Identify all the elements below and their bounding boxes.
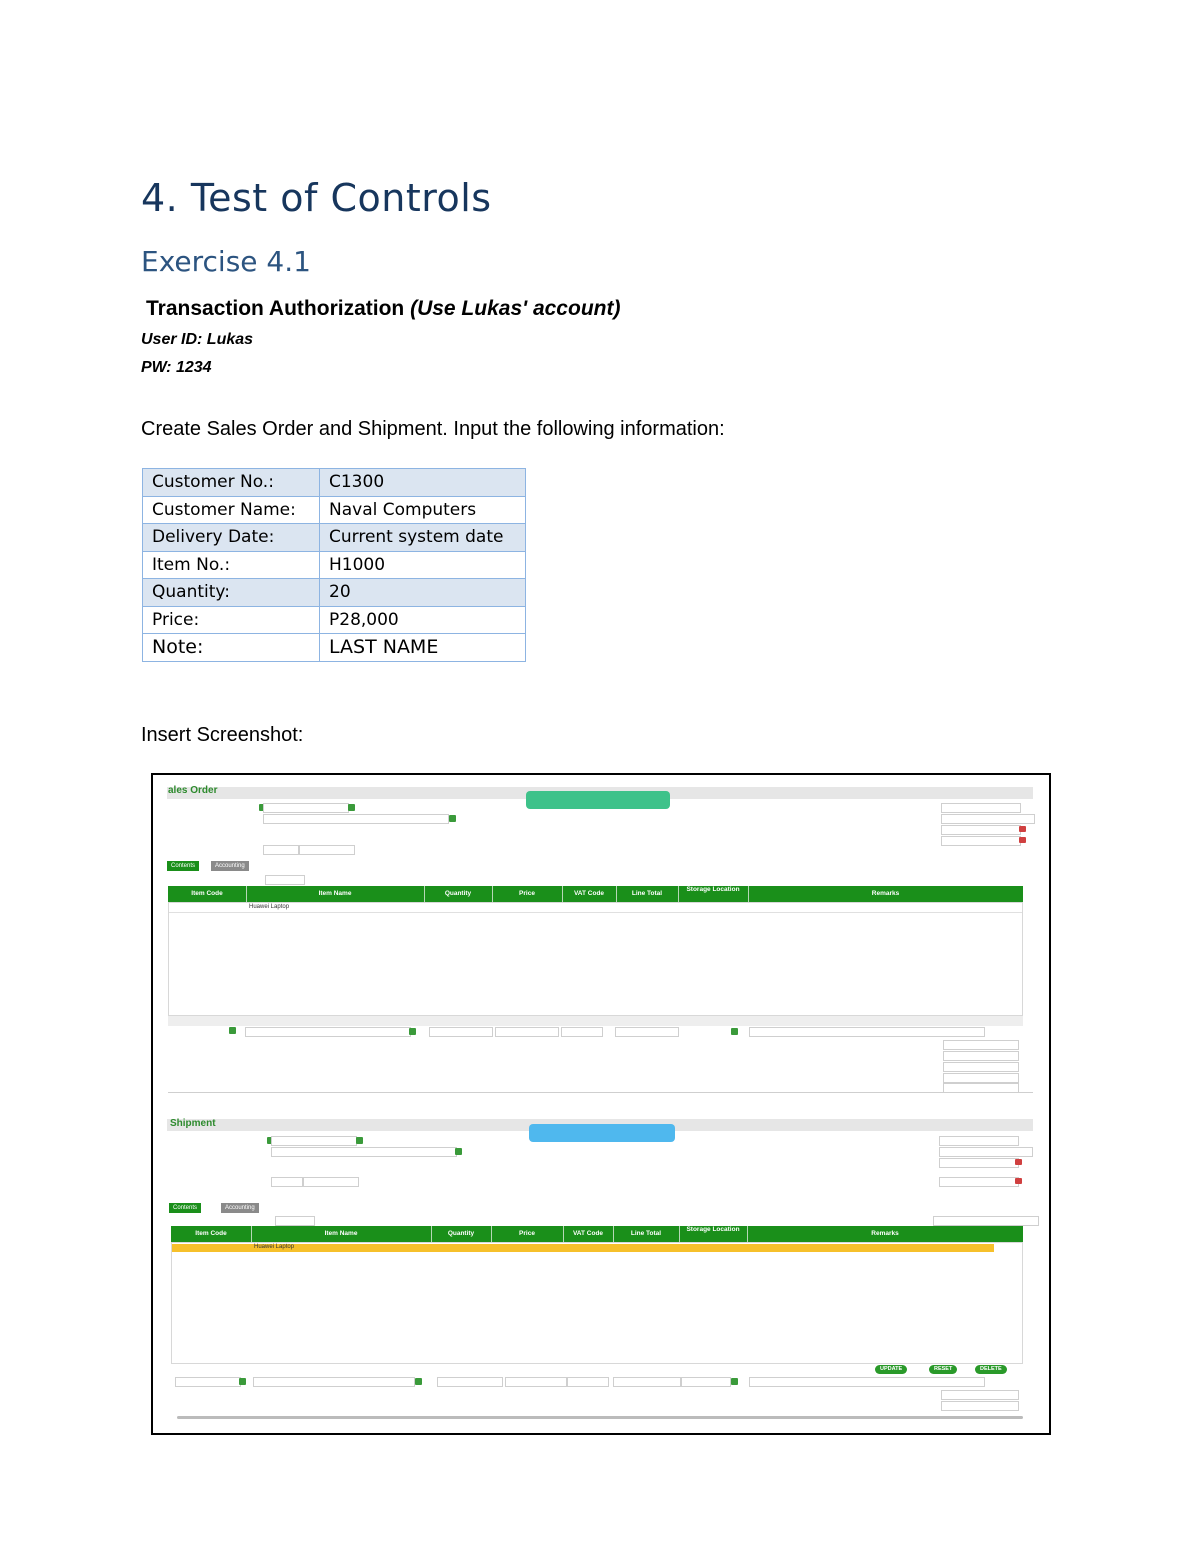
entry-strip [168, 1016, 1023, 1026]
layout-select[interactable] [275, 1216, 315, 1226]
info-value: Current system date [320, 524, 526, 552]
customer-name-field[interactable] [263, 814, 449, 824]
sales-order-table-header [168, 886, 1023, 902]
column-header: Remarks [871, 1230, 899, 1237]
table-row[interactable] [172, 1244, 994, 1252]
entry-line-total[interactable] [615, 1027, 679, 1037]
info-value: 20 [320, 579, 526, 607]
entry-price[interactable] [495, 1027, 559, 1037]
exercise-subtitle [146, 297, 620, 321]
info-label: Customer No.: [143, 469, 320, 497]
table-row [143, 524, 526, 552]
customer-no-field[interactable] [271, 1136, 357, 1146]
user-id-line: User ID: Lukas [141, 331, 254, 348]
entry-remarks[interactable] [749, 1027, 985, 1037]
info-label: Customer Name: [143, 496, 320, 524]
column-header: Price [491, 1226, 564, 1242]
column-header: Item Name [251, 1226, 432, 1242]
lookup-icon[interactable] [731, 1378, 738, 1385]
column-header: Quantity [424, 886, 493, 902]
info-value: Naval Computers [320, 496, 526, 524]
lookup-icon[interactable] [239, 1378, 246, 1385]
subtitle-note: (Use Lukas' account) [410, 297, 621, 320]
shipment-table-body [171, 1242, 1023, 1364]
password-line: PW: 1234 [141, 359, 212, 376]
item-name-cell: Huawei Laptop [249, 904, 290, 910]
column-header: VAT Code [563, 1226, 614, 1242]
insert-screenshot-label: Insert Screenshot: [141, 724, 304, 746]
table-row [143, 579, 526, 607]
entry-quantity[interactable] [437, 1377, 503, 1387]
info-table [142, 468, 526, 662]
info-value: C1300 [320, 469, 526, 497]
status-banner [529, 1124, 675, 1142]
layout-select[interactable] [265, 875, 305, 885]
entry-storage[interactable] [681, 1377, 731, 1387]
amount-field [941, 1390, 1019, 1400]
column-header: Line Total [616, 886, 679, 902]
info-value: P28,000 [320, 606, 526, 634]
entry-price[interactable] [505, 1377, 567, 1387]
shipment-table-header [171, 1226, 1023, 1242]
journal-date-field[interactable] [939, 1158, 1019, 1168]
table-row[interactable] [169, 903, 1022, 913]
customer-name-field[interactable] [271, 1147, 457, 1157]
rate-field[interactable] [299, 845, 355, 855]
table-row [143, 606, 526, 634]
subtitle-main: Transaction Authorization [146, 297, 405, 320]
shipment-title: Shipment [170, 1118, 216, 1129]
horizontal-scrollbar[interactable] [177, 1416, 1023, 1419]
item-name-cell: Huawei Laptop [254, 1244, 295, 1250]
entry-line-total[interactable] [613, 1377, 681, 1387]
column-header: Price [492, 886, 563, 902]
delivery-date-field[interactable] [939, 1177, 1019, 1187]
rate-field[interactable] [303, 1177, 359, 1187]
lookup-icon[interactable] [409, 1028, 416, 1035]
divider [168, 1092, 1033, 1093]
currency-select[interactable] [271, 1177, 303, 1187]
sales-order-table-body [168, 902, 1023, 1016]
other-charges-field [943, 1062, 1019, 1072]
tab-contents[interactable]: Contents [169, 1203, 201, 1213]
column-header: Quantity [431, 1226, 492, 1242]
table-row [143, 496, 526, 524]
column-header: Item Code [171, 1226, 252, 1242]
lookup-icon[interactable] [415, 1378, 422, 1385]
lookup-icon[interactable] [449, 815, 456, 822]
column-header: Item Name [246, 886, 425, 902]
lookup-icon[interactable] [348, 804, 355, 811]
customer-no-field[interactable] [263, 803, 349, 813]
amount-field [943, 1040, 1019, 1050]
entry-vat-select[interactable] [567, 1377, 609, 1387]
entry-quantity[interactable] [429, 1027, 493, 1037]
tab-contents[interactable]: Contents [167, 861, 199, 871]
lookup-icon[interactable] [731, 1028, 738, 1035]
reset-button[interactable]: RESET [929, 1365, 957, 1374]
table-row [143, 551, 526, 579]
column-header: Storage Location [678, 886, 749, 902]
calendar-icon[interactable] [1019, 826, 1026, 832]
doc-no-field[interactable] [941, 803, 1021, 813]
tab-accounting[interactable]: Accounting [211, 861, 249, 871]
calendar-icon[interactable] [1015, 1159, 1022, 1165]
tab-accounting[interactable]: Accounting [221, 1203, 259, 1213]
embedded-screenshot [151, 773, 1051, 1435]
entry-remarks[interactable] [749, 1377, 985, 1387]
sales-order-title: ales Order [168, 785, 218, 796]
delivery-date-field[interactable] [941, 836, 1021, 846]
journal-date-field[interactable] [941, 825, 1021, 835]
info-value: LAST NAME [320, 634, 526, 662]
column-header: Remarks [871, 890, 900, 897]
table-row [143, 634, 526, 662]
lookup-icon[interactable] [455, 1148, 462, 1155]
entry-item-name[interactable] [253, 1377, 415, 1387]
info-value: H1000 [320, 551, 526, 579]
calendar-icon[interactable] [1015, 1178, 1022, 1184]
doc-no-field[interactable] [939, 1136, 1019, 1146]
lookup-icon[interactable] [229, 1027, 236, 1034]
status-select[interactable] [941, 814, 1035, 824]
discount-field [941, 1401, 1019, 1411]
info-label: Note: [143, 634, 320, 662]
currency-select[interactable] [263, 845, 299, 855]
entry-item-name[interactable] [245, 1027, 411, 1037]
status-banner [526, 791, 670, 809]
info-label: Item No.: [143, 551, 320, 579]
status-select[interactable] [939, 1147, 1033, 1157]
lookup-icon[interactable] [356, 1137, 363, 1144]
instruction-text: Create Sales Order and Shipment. Input the following information: [141, 418, 725, 440]
update-button[interactable]: UPDATE [875, 1365, 907, 1374]
discount-field [943, 1051, 1019, 1061]
exercise-title: Exercise 4.1 [141, 245, 311, 278]
pick-pack-field[interactable] [933, 1216, 1039, 1226]
column-header: Line Total [613, 1226, 680, 1242]
info-label: Delivery Date: [143, 524, 320, 552]
column-header: VAT Code [562, 886, 617, 902]
calendar-icon[interactable] [1019, 837, 1026, 843]
info-label: Price: [143, 606, 320, 634]
vat-field [943, 1073, 1019, 1083]
column-header: Storage Location [679, 1226, 748, 1242]
entry-vat-select[interactable] [561, 1027, 603, 1037]
delete-button[interactable]: DELETE [975, 1365, 1007, 1374]
table-row [143, 469, 526, 497]
page-title: 4. Test of Controls [141, 176, 492, 220]
entry-item-code[interactable] [175, 1377, 241, 1387]
info-label: Quantity: [143, 579, 320, 607]
column-header: Item Code [168, 886, 247, 902]
